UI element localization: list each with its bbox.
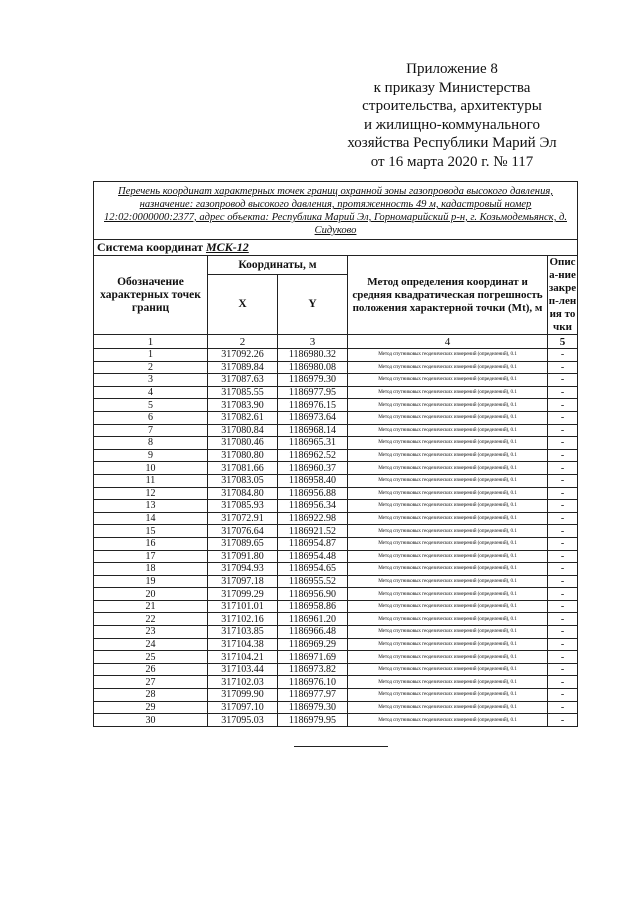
cell-point-number: 22 bbox=[94, 613, 208, 626]
cell-description: - bbox=[548, 626, 578, 639]
cell-method: Метод спутниковых геодезических измерений (определений), 0.1 bbox=[348, 550, 548, 563]
table-row bbox=[94, 600, 578, 613]
cell-coord-x: 317083.90 bbox=[208, 399, 278, 412]
cell-coord-y: 1186966.48 bbox=[278, 626, 348, 639]
cell-point-number: 5 bbox=[94, 399, 208, 412]
cell-coord-y: 1186954.87 bbox=[278, 537, 348, 550]
cell-coord-y: 1186922.98 bbox=[278, 512, 348, 525]
cell-coord-y: 1186956.34 bbox=[278, 500, 348, 513]
cell-method: Метод спутниковых геодезических измерений (определений), 0.1 bbox=[348, 537, 548, 550]
cell-coord-y: 1186954.65 bbox=[278, 563, 348, 576]
cell-method: Метод спутниковых геодезических измерений (определений), 0.1 bbox=[348, 676, 548, 689]
cell-description: - bbox=[548, 374, 578, 387]
cell-coord-x: 317085.93 bbox=[208, 500, 278, 513]
cell-coord-x: 317091.80 bbox=[208, 550, 278, 563]
table-row bbox=[94, 525, 578, 538]
cell-coord-x: 317083.05 bbox=[208, 474, 278, 487]
cell-point-number: 15 bbox=[94, 525, 208, 538]
cell-description: - bbox=[548, 437, 578, 450]
cell-coord-y: 1186958.86 bbox=[278, 600, 348, 613]
cell-description: - bbox=[548, 651, 578, 664]
cell-point-number: 24 bbox=[94, 638, 208, 651]
cell-method: Метод спутниковых геодезических измерений (определений), 0.1 bbox=[348, 411, 548, 424]
cell-description: - bbox=[548, 689, 578, 702]
cell-coord-x: 317089.84 bbox=[208, 361, 278, 374]
cell-description: - bbox=[548, 349, 578, 362]
cell-description: - bbox=[548, 500, 578, 513]
header-description: Описа-ние закреп-ления точки bbox=[548, 256, 577, 333]
cell-coord-y: 1186954.48 bbox=[278, 550, 348, 563]
cell-point-number: 23 bbox=[94, 626, 208, 639]
cell-point-number: 27 bbox=[94, 676, 208, 689]
cell-description: - bbox=[548, 462, 578, 475]
header-x: X bbox=[208, 275, 278, 335]
cell-coord-y: 1186980.32 bbox=[278, 349, 348, 362]
cell-coord-y: 1186958.40 bbox=[278, 474, 348, 487]
header-line: и жилищно-коммунального bbox=[364, 116, 540, 133]
cell-description: - bbox=[548, 525, 578, 538]
cell-point-number: 6 bbox=[94, 411, 208, 424]
table-row bbox=[94, 689, 578, 702]
cell-coord-x: 317080.46 bbox=[208, 437, 278, 450]
table-title: Перечень координат характерных точек границ охранной зоны газопровода высокого давления, назначение: газопровод высокого давления, протяженность 49 м, кадастровый номер 12:02:0000000:2377, адрес объекта: Республика Марий Эл, Горномарийский р-н, г. Козьмодемьянск, д. Сидуково bbox=[94, 182, 578, 240]
table-row bbox=[94, 512, 578, 525]
cell-coord-y: 1186980.08 bbox=[278, 361, 348, 374]
header-method: Метод определения координат и средняя квадратическая погрешность положения характерной точки (Mt), м bbox=[348, 256, 548, 335]
cell-coord-x: 317101.01 bbox=[208, 600, 278, 613]
cell-method: Метод спутниковых геодезических измерений (определений), 0.1 bbox=[348, 613, 548, 626]
cell-description: - bbox=[548, 563, 578, 576]
cell-point-number: 4 bbox=[94, 386, 208, 399]
cell-method: Метод спутниковых геодезических измерений (определений), 0.1 bbox=[348, 689, 548, 702]
cell-point-number: 16 bbox=[94, 537, 208, 550]
cell-coord-x: 317104.21 bbox=[208, 651, 278, 664]
cell-description: - bbox=[548, 588, 578, 601]
cell-coord-y: 1186976.10 bbox=[278, 676, 348, 689]
cell-point-number: 30 bbox=[94, 714, 208, 727]
table-row bbox=[94, 449, 578, 462]
table-row bbox=[94, 386, 578, 399]
cell-description: - bbox=[548, 600, 578, 613]
coordinate-system-label: Система координат bbox=[97, 240, 203, 254]
cell-coord-x: 317099.90 bbox=[208, 689, 278, 702]
cell-method: Метод спутниковых геодезических измерений (определений), 0.1 bbox=[348, 399, 548, 412]
cell-coord-x: 317080.80 bbox=[208, 449, 278, 462]
cell-description: - bbox=[548, 663, 578, 676]
cell-point-number: 3 bbox=[94, 374, 208, 387]
table-row bbox=[94, 575, 578, 588]
column-number: 2 bbox=[208, 335, 278, 349]
cell-point-number: 2 bbox=[94, 361, 208, 374]
table-row bbox=[94, 424, 578, 437]
cell-description: - bbox=[548, 512, 578, 525]
cell-coord-y: 1186969.29 bbox=[278, 638, 348, 651]
cell-point-number: 11 bbox=[94, 474, 208, 487]
cell-point-number: 7 bbox=[94, 424, 208, 437]
cell-coord-y: 1186921.52 bbox=[278, 525, 348, 538]
cell-point-number: 17 bbox=[94, 550, 208, 563]
table-row bbox=[94, 537, 578, 550]
header-line: к приказу Министерства bbox=[373, 79, 531, 96]
cell-method: Метод спутниковых геодезических измерений (определений), 0.1 bbox=[348, 512, 548, 525]
header-line: хозяйства Республики Марий Эл bbox=[347, 135, 557, 151]
table-row bbox=[94, 399, 578, 412]
table-row bbox=[94, 349, 578, 362]
cell-coord-x: 317095.03 bbox=[208, 714, 278, 727]
cell-point-number: 12 bbox=[94, 487, 208, 500]
coordinate-system bbox=[94, 240, 578, 256]
cell-description: - bbox=[548, 399, 578, 412]
cell-description: - bbox=[548, 449, 578, 462]
cell-coord-x: 317081.66 bbox=[208, 462, 278, 475]
cell-point-number: 14 bbox=[94, 512, 208, 525]
table-row bbox=[94, 588, 578, 601]
cell-method: Метод спутниковых геодезических измерений (определений), 0.1 bbox=[348, 575, 548, 588]
cell-description: - bbox=[548, 714, 578, 727]
cell-method: Метод спутниковых геодезических измерений (определений), 0.1 bbox=[348, 525, 548, 538]
column-number: 1 bbox=[94, 335, 208, 349]
cell-description: - bbox=[548, 411, 578, 424]
cell-description: - bbox=[548, 361, 578, 374]
cell-coord-x: 317102.16 bbox=[208, 613, 278, 626]
cell-coord-y: 1186962.52 bbox=[278, 449, 348, 462]
cell-method: Метод спутниковых геодезических измерений (определений), 0.1 bbox=[348, 638, 548, 651]
cell-method: Метод спутниковых геодезических измерений (определений), 0.1 bbox=[348, 714, 548, 727]
coordinates-table bbox=[93, 181, 578, 727]
cell-description: - bbox=[548, 701, 578, 714]
table-row bbox=[94, 626, 578, 639]
cell-coord-x: 317089.65 bbox=[208, 537, 278, 550]
cell-point-number: 1 bbox=[94, 349, 208, 362]
cell-coord-y: 1186956.90 bbox=[278, 588, 348, 601]
cell-coord-y: 1186979.95 bbox=[278, 714, 348, 727]
table-row bbox=[94, 474, 578, 487]
cell-coord-x: 317085.55 bbox=[208, 386, 278, 399]
table-row bbox=[94, 487, 578, 500]
header-line: Приложение 8 bbox=[406, 61, 498, 77]
cell-coord-y: 1186971.69 bbox=[278, 651, 348, 664]
cell-coord-x: 317104.38 bbox=[208, 638, 278, 651]
table-row bbox=[94, 500, 578, 513]
cell-coord-x: 317097.18 bbox=[208, 575, 278, 588]
column-number: 4 bbox=[348, 335, 548, 349]
table-row bbox=[94, 663, 578, 676]
cell-point-number: 29 bbox=[94, 701, 208, 714]
cell-description: - bbox=[548, 550, 578, 563]
cell-coord-y: 1186979.30 bbox=[278, 374, 348, 387]
cell-point-number: 25 bbox=[94, 651, 208, 664]
cell-coord-x: 317080.84 bbox=[208, 424, 278, 437]
cell-method: Метод спутниковых геодезических измерений (определений), 0.1 bbox=[348, 437, 548, 450]
cell-coord-x: 317076.64 bbox=[208, 525, 278, 538]
table-row bbox=[94, 374, 578, 387]
cell-coord-y: 1186977.95 bbox=[278, 386, 348, 399]
cell-point-number: 10 bbox=[94, 462, 208, 475]
cell-description: - bbox=[548, 537, 578, 550]
cell-point-number: 20 bbox=[94, 588, 208, 601]
table-row bbox=[94, 613, 578, 626]
cell-coord-y: 1186968.14 bbox=[278, 424, 348, 437]
cell-description: - bbox=[548, 487, 578, 500]
table-row bbox=[94, 462, 578, 475]
cell-method: Метод спутниковых геодезических измерений (определений), 0.1 bbox=[348, 500, 548, 513]
cell-coord-y: 1186976.15 bbox=[278, 399, 348, 412]
cell-method: Метод спутниковых геодезических измерений (определений), 0.1 bbox=[348, 374, 548, 387]
table-row bbox=[94, 437, 578, 450]
cell-coord-y: 1186960.37 bbox=[278, 462, 348, 475]
cell-method: Метод спутниковых геодезических измерений (определений), 0.1 bbox=[348, 487, 548, 500]
cell-coord-x: 317084.80 bbox=[208, 487, 278, 500]
table-row bbox=[94, 651, 578, 664]
cell-method: Метод спутниковых геодезических измерений (определений), 0.1 bbox=[348, 424, 548, 437]
cell-method: Метод спутниковых геодезических измерений (определений), 0.1 bbox=[348, 600, 548, 613]
cell-coord-x: 317102.03 bbox=[208, 676, 278, 689]
cell-coord-y: 1186956.88 bbox=[278, 487, 348, 500]
cell-method: Метод спутниковых геодезических измерений (определений), 0.1 bbox=[348, 563, 548, 576]
cell-description: - bbox=[548, 638, 578, 651]
cell-point-number: 19 bbox=[94, 575, 208, 588]
cell-description: - bbox=[548, 613, 578, 626]
cell-coord-x: 317094.93 bbox=[208, 563, 278, 576]
cell-point-number: 26 bbox=[94, 663, 208, 676]
cell-point-number: 9 bbox=[94, 449, 208, 462]
cell-method: Метод спутниковых геодезических измерений (определений), 0.1 bbox=[348, 474, 548, 487]
cell-method: Метод спутниковых геодезических измерений (определений), 0.1 bbox=[348, 651, 548, 664]
header-coordinates: Координаты, м bbox=[208, 256, 348, 275]
cell-method: Метод спутниковых геодезических измерений (определений), 0.1 bbox=[348, 701, 548, 714]
cell-method: Метод спутниковых геодезических измерений (определений), 0.1 bbox=[348, 626, 548, 639]
table-row bbox=[94, 411, 578, 424]
header-y: Y bbox=[278, 275, 348, 335]
cell-coord-y: 1186979.30 bbox=[278, 701, 348, 714]
cell-description: - bbox=[548, 386, 578, 399]
cell-point-number: 28 bbox=[94, 689, 208, 702]
cell-point-number: 13 bbox=[94, 500, 208, 513]
cell-coord-x: 317099.29 bbox=[208, 588, 278, 601]
table-row bbox=[94, 563, 578, 576]
cell-coord-y: 1186965.31 bbox=[278, 437, 348, 450]
cell-coord-y: 1186973.82 bbox=[278, 663, 348, 676]
table-row bbox=[94, 638, 578, 651]
cell-description: - bbox=[548, 676, 578, 689]
cell-description: - bbox=[548, 424, 578, 437]
cell-method: Метод спутниковых геодезических измерений (определений), 0.1 bbox=[348, 386, 548, 399]
cell-description: - bbox=[548, 575, 578, 588]
cell-coord-y: 1186977.97 bbox=[278, 689, 348, 702]
cell-point-number: 21 bbox=[94, 600, 208, 613]
document-header bbox=[337, 60, 567, 171]
cell-coord-x: 317103.85 bbox=[208, 626, 278, 639]
footer-divider bbox=[294, 746, 388, 747]
cell-method: Метод спутниковых геодезических измерений (определений), 0.1 bbox=[348, 361, 548, 374]
cell-coord-y: 1186973.64 bbox=[278, 411, 348, 424]
cell-coord-x: 317087.63 bbox=[208, 374, 278, 387]
cell-coord-y: 1186961.20 bbox=[278, 613, 348, 626]
cell-method: Метод спутниковых геодезических измерений (определений), 0.1 bbox=[348, 663, 548, 676]
header-point-designation: Обозначение характерных точек границ bbox=[94, 256, 208, 335]
cell-method: Метод спутниковых геодезических измерений (определений), 0.1 bbox=[348, 449, 548, 462]
cell-method: Метод спутниковых геодезических измерений (определений), 0.1 bbox=[348, 349, 548, 362]
header-line: строительства, архитектуры bbox=[362, 98, 542, 114]
cell-coord-y: 1186955.52 bbox=[278, 575, 348, 588]
cell-coord-x: 317072.91 bbox=[208, 512, 278, 525]
cell-coord-x: 317097.10 bbox=[208, 701, 278, 714]
cell-point-number: 8 bbox=[94, 437, 208, 450]
cell-point-number: 18 bbox=[94, 563, 208, 576]
cell-coord-x: 317082.61 bbox=[208, 411, 278, 424]
table-row bbox=[94, 676, 578, 689]
header-line: от 16 марта 2020 г. № 117 bbox=[370, 153, 534, 170]
cell-description: - bbox=[548, 474, 578, 487]
cell-method: Метод спутниковых геодезических измерений (определений), 0.1 bbox=[348, 588, 548, 601]
table-row bbox=[94, 701, 578, 714]
table-row bbox=[94, 714, 578, 727]
table-row bbox=[94, 361, 578, 374]
table-row bbox=[94, 550, 578, 563]
column-number: 5 bbox=[548, 335, 578, 349]
cell-method: Метод спутниковых геодезических измерений (определений), 0.1 bbox=[348, 462, 548, 475]
cell-coord-x: 317092.26 bbox=[208, 349, 278, 362]
coordinate-system-value: МСК-12 bbox=[205, 240, 249, 254]
column-number: 3 bbox=[278, 335, 348, 349]
cell-coord-x: 317103.44 bbox=[208, 663, 278, 676]
